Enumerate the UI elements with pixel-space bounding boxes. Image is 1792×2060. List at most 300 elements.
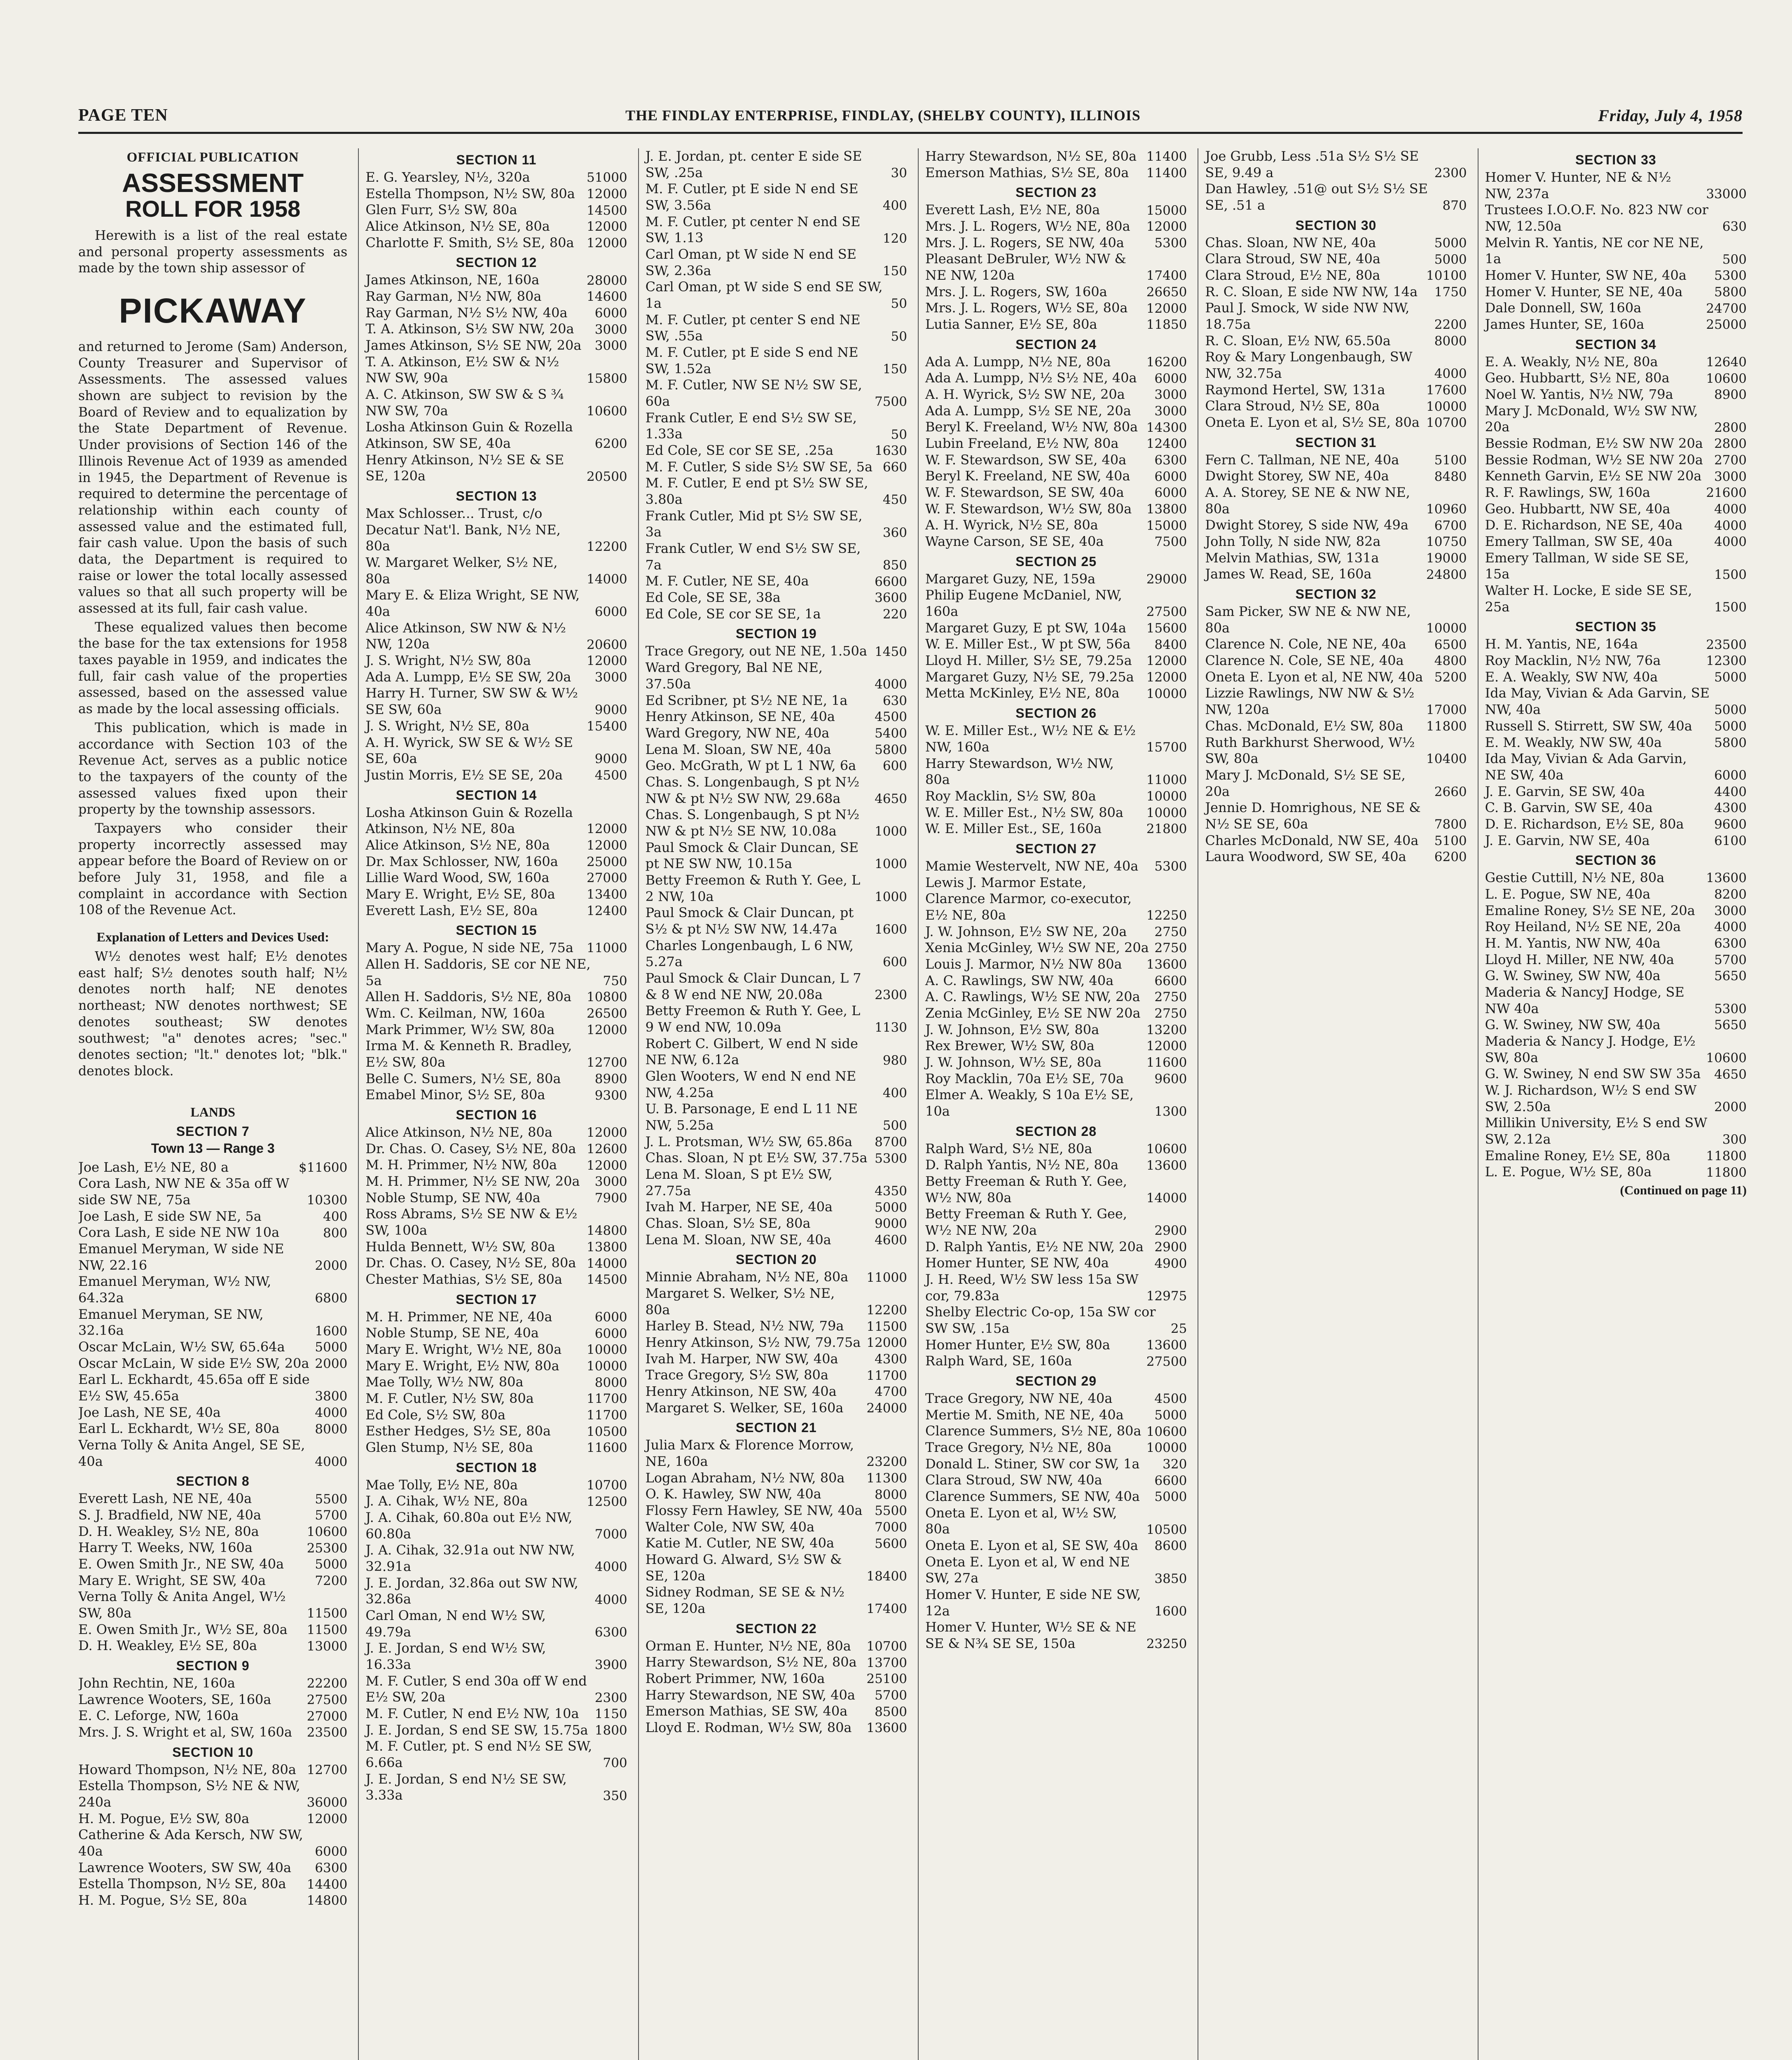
assessed-value: 4000 [875, 677, 907, 692]
assessed-value: 5000 [1434, 235, 1467, 250]
assessed-value: 13600 [1146, 1337, 1187, 1353]
assessment-entry [925, 788, 1187, 805]
assessment-entry [646, 643, 907, 660]
assessed-value: 5000 [1154, 1407, 1187, 1423]
column-2-entries [365, 152, 627, 1804]
owner-description: Chas. S. Longenbaugh, S pt N½ NW & pt N½ SW NW, 29.68a [645, 774, 860, 806]
assessed-value: 11400 [1146, 165, 1187, 180]
owner-description: Alice Atkinson, S½ NE, 80a [365, 837, 550, 853]
section-heading: SECTION 26 [1015, 706, 1097, 721]
owner-description: Paul J. Smock, W side NW NW, 18.75a [1205, 300, 1410, 332]
assessed-value: 12200 [866, 1302, 907, 1318]
column-5 [1198, 148, 1467, 2060]
assessment-entry [646, 1519, 907, 1536]
assessed-value: 2750 [1154, 924, 1187, 939]
assessed-value: 6100 [1714, 833, 1747, 848]
assessment-entry [646, 1584, 907, 1617]
section-heading: SECTION 31 [1295, 435, 1377, 450]
owner-description: Ada A. Lumpp, E½ SE SW, 20a [365, 669, 571, 685]
assessment-entry [78, 1491, 347, 1507]
owner-description: Orman E. Hunter, N½ NE, 80a [645, 1638, 851, 1654]
assessment-entry [1205, 284, 1467, 300]
assessment-entry [646, 774, 907, 807]
assessment-entry [925, 165, 1187, 181]
assessment-entry [646, 1334, 907, 1351]
owner-description: Homer V. Hunter, SW NE, 40a [1485, 267, 1687, 283]
assessment-entry [365, 1173, 627, 1190]
owner-description: Ray Garman, N½ S½ NW, 40a [365, 304, 568, 321]
assessed-value: 8000 [875, 1487, 907, 1502]
assessed-value: 980 [882, 1053, 907, 1068]
owner-description: Joe Lash, E½ NE, 80 a [78, 1159, 229, 1175]
owner-description: Ed Cole, SE cor SE SE, 1a [645, 606, 821, 622]
assessment-entry [1485, 169, 1747, 202]
assessment-entry [1205, 566, 1467, 583]
owner-description: Bessie Rodman, W½ SE NW 20a [1485, 452, 1703, 468]
assessment-entry [365, 1608, 627, 1640]
owner-description: Chester Mathias, S½ SE, 80a [365, 1271, 562, 1287]
owner-description: Raymond Hertel, SW, 131a [1205, 382, 1385, 398]
assessed-value: 2200 [1434, 317, 1467, 332]
owner-description: Mary E. Wright, SE SW, 40a [78, 1572, 266, 1588]
assessment-entry [1205, 767, 1467, 800]
assessment-entry [1485, 669, 1747, 686]
assessed-value: 17000 [1426, 702, 1467, 718]
assessment-entry [925, 419, 1187, 435]
assessed-value: 10500 [1146, 1522, 1187, 1537]
owner-description: James Atkinson, NE, 160a [365, 272, 540, 288]
assessed-value: 11700 [866, 1368, 907, 1383]
assessment-entry [1485, 718, 1747, 735]
assessment-entry [78, 1306, 347, 1339]
owner-description: Betty Freeman & Ruth Y. Gee, W½ NW, 80a [925, 1173, 1127, 1206]
assessment-entry [646, 938, 907, 970]
owner-description: Robert Primmer, NW, 160a [645, 1671, 825, 1687]
notice-paragraph-1: and returned to Jerome (Sam) Anderson, County Treasurer and Supervisor of Assessments. The assessed values shown are subject to revision by the Board of Review and to equalization by the State Department of Revenue. Under provisions of Section 146 of the Illinois Revenue Act of 1939 as amended in 1945, the Department of Revenue is required to determine the percentage of relationship within each county of assessed value and the estimated full, fair cash value. Upon the basis of such data, the Department is required to raise or lower the total locally assessed values so that all such property will be assessed at its full, fair cash value. [78, 339, 348, 616]
owner-description: Frank Cutler, W end S½ SW SE, 7a [645, 541, 861, 573]
assessment-entry [925, 723, 1187, 755]
assessment-entry [925, 1173, 1187, 1206]
assessment-entry [646, 758, 907, 774]
owner-description: R. C. Sloan, E side NW NW, 14a [1205, 283, 1418, 300]
owner-description: Clara Stroud, SW NW, 40a [925, 1472, 1102, 1488]
assessment-entry [1485, 870, 1747, 886]
owner-description: Mary J. McDonald, W½ SW NW, 20a [1485, 403, 1698, 435]
column-1 [78, 148, 347, 2060]
assessed-value: 21800 [1146, 822, 1187, 837]
assessed-value: 500 [882, 1118, 907, 1133]
assessed-value: 5300 [1154, 235, 1187, 250]
owner-description: Joe Grubb, Less .51a S½ S½ SE SE, 9.49 a [1205, 148, 1419, 180]
assessment-entry [925, 636, 1187, 653]
owner-description: E. M. Weakly, NW SW, 40a [1485, 734, 1662, 750]
owner-description: Ida May, Vivian & Ada Garvin, SE NW, 40a [1485, 685, 1710, 718]
assessment-entry [646, 606, 907, 623]
owner-description: H. M. Pogue, E½ SW, 80a [78, 1810, 250, 1826]
assessment-entry [925, 1239, 1187, 1255]
assessed-value: 20500 [587, 469, 627, 484]
assessment-entry [78, 1524, 347, 1540]
assessed-value: 21600 [1706, 485, 1747, 501]
owner-description: Noel W. Yantis, N½ NW, 79a [1485, 386, 1673, 403]
assessment-entry [925, 1255, 1187, 1271]
assessment-entry [78, 1339, 347, 1355]
owner-description: Walter H. Locke, E side SE SE, 25a [1485, 583, 1692, 615]
assessed-value: 13400 [587, 887, 627, 902]
assessment-entry [1205, 636, 1467, 653]
assessment-entry [1485, 517, 1747, 534]
assessed-value: 1300 [1154, 1104, 1187, 1119]
assessment-entry [925, 1038, 1187, 1054]
owner-description: Joe Lash, NE SE, 40a [78, 1404, 221, 1420]
section-heading: SECTION 9 [176, 1658, 250, 1674]
assessment-entry [1205, 349, 1467, 382]
lands-heading: LANDS [190, 1104, 235, 1119]
assessed-value: 17600 [1426, 382, 1467, 398]
assessed-value: 12000 [306, 1812, 348, 1827]
owner-description: Everett Lash, NE NE, 40a [78, 1491, 252, 1507]
assessed-value: 1000 [875, 824, 907, 839]
assessed-value: 6500 [1434, 637, 1467, 652]
assessment-entry [646, 905, 907, 937]
assessment-entry [365, 288, 627, 305]
assessment-entry [925, 653, 1187, 669]
owner-description: Shelby Electric Co-op, 15a SW cor SW SW, .15a [925, 1304, 1156, 1336]
assessment-entry [925, 1022, 1187, 1038]
notice-title: ASSESSMENT [122, 168, 304, 198]
owner-description: Allen H. Saddoris, SE cor NE NE, 5a [365, 956, 591, 988]
assessment-entry [365, 1510, 627, 1542]
assessment-entry [646, 725, 907, 742]
assessment-entry [78, 1437, 347, 1470]
assessed-value: 5500 [875, 1503, 907, 1519]
assessment-entry [365, 1071, 627, 1087]
owner-description: Alice Atkinson, SW NW & N½ NW, 120a [365, 620, 566, 652]
assessment-entry [365, 1325, 627, 1341]
owner-description: R. C. Sloan, E½ NW, 65.50a [1205, 332, 1391, 349]
assessment-entry [78, 1876, 347, 1892]
assessment-entry [365, 1407, 627, 1423]
owner-description: J. A. Cihak, W½ NE, 80a [365, 1493, 528, 1509]
columns-container [78, 148, 1747, 2060]
assessed-value: 9600 [1154, 1071, 1187, 1086]
assessment-entry [365, 386, 627, 419]
assessed-value: 14600 [587, 289, 627, 304]
assessed-value: 1000 [875, 889, 907, 904]
assessed-value: 11800 [1426, 719, 1467, 734]
owner-description: Estella Thompson, N½ SW, 80a [365, 185, 575, 201]
assessment-entry [925, 1489, 1187, 1505]
assessment-entry [925, 1071, 1187, 1087]
assessment-entry [925, 1440, 1187, 1456]
owner-description: Glen Stump, N½ SE, 80a [365, 1440, 533, 1456]
assessed-value: 8900 [1714, 387, 1747, 403]
owner-description: M. F. Cutler, pt E side N end SE SW, 3.56a [645, 181, 859, 213]
assessed-value: 8900 [594, 1071, 627, 1086]
assessed-value: 13600 [1146, 957, 1187, 972]
assessment-entry [925, 534, 1187, 550]
owner-description: A. C. Atkinson, SW SW & S ¾ NW SW, 70a [365, 386, 564, 419]
assessment-entry [646, 1068, 907, 1101]
assessment-entry [78, 1507, 347, 1524]
owner-description: Dr. Max Schlosser, NW, 160a [365, 853, 558, 869]
assessment-entry [1485, 468, 1747, 485]
owner-description: Lubin Freeland, E½ NW, 80a [925, 435, 1119, 452]
assessment-entry [646, 1503, 907, 1519]
assessed-value: 1500 [1714, 600, 1747, 615]
owner-description: M. F. Cutler, NW SE N½ SW SE, 60a [645, 377, 862, 410]
assessed-value: 630 [882, 693, 907, 708]
assessed-value: 1500 [1714, 567, 1747, 582]
assessed-value: 6000 [594, 1309, 627, 1325]
owner-description: M. F. Cutler, N end E½ NW, 10a [365, 1706, 579, 1722]
assessed-value: 5100 [1434, 452, 1467, 468]
assessed-value: 6700 [1434, 518, 1467, 533]
owner-description: Rex Brewer, W½ SW, 80a [925, 1038, 1095, 1054]
owner-description: Mamie Westervelt, NW NE, 40a [925, 858, 1139, 874]
section-heading: SECTION 17 [456, 1292, 537, 1307]
assessed-value: 12250 [1146, 908, 1187, 923]
assessed-value: 11600 [587, 1440, 627, 1456]
issue-date: Friday, July 4, 1958 [1598, 106, 1743, 125]
owner-description: Paul Smock & Clair Duncan, pt S½ & pt N½ SW NW, 14.47a [645, 905, 854, 937]
owner-description: Cora Lash, E side NE NW 10a [78, 1224, 280, 1241]
assessed-value: 13800 [1146, 502, 1187, 517]
assessment-entry [1485, 919, 1747, 935]
owner-description: Melvin R. Yantis, NE cor NE NE, 1a [1485, 234, 1704, 267]
assessment-entry [365, 587, 627, 620]
assessment-entry [646, 475, 907, 508]
assessed-value: 5700 [315, 1508, 348, 1523]
assessment-entry [646, 1003, 907, 1035]
owner-description: Pleasant DeBruler, W½ NW & NE NW, 120a [925, 251, 1126, 283]
assessed-value: 4000 [315, 1454, 348, 1469]
assessment-entry [1485, 1033, 1747, 1066]
owner-description: Clarence N. Cole, NE NE, 40a [1205, 636, 1406, 652]
assessment-entry [925, 284, 1187, 300]
assessed-value: 15800 [587, 371, 627, 386]
assessed-value: 4500 [594, 768, 627, 783]
assessed-value: 11700 [587, 1407, 627, 1423]
owner-description: E. Owen Smith Jr., W½ SE, 80a [78, 1621, 288, 1637]
section-heading: SECTION 32 [1295, 587, 1377, 602]
owner-description: Chas. S. Longenbaugh, S pt N½ NW & pt N½ SE NW, 10.08a [645, 807, 860, 839]
owner-description: M. F. Cutler, pt E side S end NE SW, 1.52a [645, 344, 859, 377]
owner-description: Estella Thompson, N½ SE, 80a [78, 1876, 286, 1892]
assessment-entry [646, 1101, 907, 1133]
assessed-value: 14400 [306, 1877, 348, 1892]
assessment-entry [365, 218, 627, 235]
assessed-value: 13200 [1146, 1022, 1187, 1037]
assessed-value: 10000 [1426, 621, 1467, 636]
assessed-value: 50 [891, 329, 907, 344]
owner-description: Ross Abrams, S½ SE NW & E½ SW, 100a [365, 1206, 578, 1238]
assessment-entry [365, 685, 627, 718]
owner-description: Losha Atkinson Guin & Rozella Atkinson, SW SE, 40a [365, 419, 573, 452]
assessment-entry [646, 508, 907, 541]
owner-description: H. M. Yantis, NE, 164a [1485, 636, 1638, 652]
assessed-value: 6000 [594, 305, 627, 321]
owner-description: J. L. Protsman, W½ SW, 65.86a [645, 1133, 853, 1149]
owner-description: Millikin University, E½ S end SW SW, 2.12a [1485, 1115, 1708, 1147]
owner-description: Emerson Mathias, SE SW, 40a [645, 1703, 848, 1719]
owner-description: W. F. Stewardson, SE SW, 40a [925, 485, 1124, 501]
assessed-value: 10100 [1426, 268, 1467, 283]
owner-description: Mary E. Wright, E½ SE, 80a [365, 886, 555, 902]
assessment-entry [365, 956, 627, 989]
owner-description: Henry Atkinson, NE SW, 40a [645, 1383, 837, 1400]
owner-description: Metta McKinley, E½ NE, 80a [925, 685, 1120, 701]
assessed-value: 10700 [866, 1639, 907, 1654]
assessment-entry [1485, 833, 1747, 849]
owner-description: Verna Tolly & Anita Angel, SE SE, 40a [78, 1437, 305, 1469]
assessment-entry [1485, 735, 1747, 751]
assessed-value: 11700 [587, 1391, 627, 1407]
owner-description: Maderia & Nancy J. Hodge, E½ SW, 80a [1485, 1033, 1696, 1065]
assessment-entry [78, 1860, 347, 1876]
assessed-value: 2300 [1434, 165, 1467, 180]
assessment-entry [925, 587, 1187, 620]
assessment-entry [1485, 685, 1747, 718]
assessment-entry [365, 1255, 627, 1271]
assessed-value: 6600 [1154, 1473, 1187, 1488]
owner-description: Everett Lash, E½ NE, 80a [925, 202, 1100, 218]
assessment-entry [646, 181, 907, 213]
owner-description: Julia Marx & Florence Morrow, NE, 160a [645, 1437, 854, 1470]
owner-description: Max Schlosser... Trust, c/o Decatur Nat'l. Bank, N½ NE, 80a [365, 506, 561, 554]
assessed-value: 12000 [587, 1125, 627, 1140]
owner-description: Everett Lash, E½ SE, 80a [365, 902, 538, 918]
assessed-value: 24800 [1426, 567, 1467, 582]
owner-description: Ivah M. Harper, NW SW, 40a [645, 1351, 838, 1367]
assessment-entry [1485, 784, 1747, 800]
owner-description: Kenneth Garvin, E½ SE NW 20a [1485, 468, 1702, 484]
assessment-entry [365, 1141, 627, 1157]
assessed-value: 26500 [587, 1006, 627, 1021]
assessment-entry [925, 1304, 1187, 1337]
assessed-value: 2800 [1714, 436, 1747, 452]
owner-description: Emanuel Meryman, W½ NW, 64.32a [78, 1273, 271, 1306]
assessed-value: 6300 [1714, 936, 1747, 951]
assessment-entry [925, 620, 1187, 637]
owner-description: Lutia Sanner, E½ SE, 80a [925, 316, 1097, 332]
assessment-entry [925, 1337, 1187, 1353]
assessment-entry [925, 1206, 1187, 1238]
assessed-value: 11800 [1706, 1148, 1747, 1163]
owner-description: Margaret S. Welker, S½ NE, 80a [645, 1285, 835, 1318]
assessed-value: 10600 [1146, 1424, 1187, 1439]
owner-description: Ruth Barkhurst Sherwood, W½ SW, 80a [1205, 734, 1415, 767]
assessed-value: 320 [1163, 1456, 1187, 1472]
assessment-entry [365, 1771, 627, 1804]
assessment-entry [78, 1638, 347, 1654]
owner-description: Charlotte F. Smith, S½ SE, 80a [365, 234, 574, 250]
assessed-value: 1750 [1434, 284, 1467, 300]
owner-description: Noble Stump, SE NW, 40a [365, 1189, 540, 1206]
owner-description: J. S. Wright, N½ SE, 80a [365, 718, 530, 734]
owner-description: Oneta E. Lyon et al, SE SW, 40a [925, 1538, 1138, 1554]
owner-description: H. M. Pogue, S½ SE, 80a [78, 1892, 247, 1908]
assessed-value: 6000 [594, 1326, 627, 1341]
assessment-entry [1485, 452, 1747, 468]
owner-description: Clara Stroud, E½ NE, 80a [1205, 267, 1380, 283]
assessment-entry [646, 246, 907, 279]
owner-description: Mary E. & Eliza Wright, SE NW, 40a [365, 587, 580, 620]
assessed-value: 4000 [594, 1559, 627, 1575]
assessed-value: 15400 [587, 719, 627, 734]
assessment-entry [925, 989, 1187, 1005]
assessed-value: 400 [882, 198, 907, 213]
owner-description: Homer V. Hunter, SE NE, 40a [1485, 283, 1683, 300]
assessment-entry [1485, 816, 1747, 833]
section-heading: SECTION 12 [456, 255, 537, 270]
assessed-value: 8000 [315, 1421, 348, 1437]
owner-description: Philip Eugene McDaniel, NW, 160a [925, 587, 1122, 620]
assessment-entry [646, 1269, 907, 1285]
owner-description: Frank Cutler, E end S½ SW SE, 1.33a [645, 410, 857, 442]
owner-description: Mary E. Wright, E½ NW, 80a [365, 1358, 559, 1374]
assessed-value: 12400 [1146, 436, 1187, 452]
notice-subtitle: ROLL FOR 1958 [125, 196, 301, 222]
assessed-value: 24000 [866, 1400, 907, 1416]
assessed-value: 10750 [1426, 534, 1467, 550]
assessed-value: 1630 [875, 443, 907, 459]
assessed-value: 10000 [587, 1358, 627, 1374]
assessed-value: 6000 [1154, 485, 1187, 501]
assessment-entry [365, 169, 627, 186]
assessed-value: 12300 [1706, 653, 1747, 669]
owner-description: Catherine & Ada Kersch, NW SW, 40a [78, 1827, 303, 1859]
owner-description: D. E. Richardson, E½ SE, 80a [1485, 816, 1684, 832]
section-heading: SECTION 21 [735, 1420, 817, 1435]
assessment-entry [78, 1827, 347, 1859]
assessment-entry [365, 1005, 627, 1022]
owner-description: Henry Atkinson, S½ NW, 79.75a [645, 1334, 861, 1351]
assessed-value: 2800 [1714, 420, 1747, 435]
assessment-entry [1485, 1164, 1747, 1180]
section-heading: SECTION 36 [1575, 853, 1656, 868]
assessed-value: 500 [1722, 252, 1747, 267]
assessed-value: 5300 [875, 1151, 907, 1166]
assessment-entry [646, 410, 907, 442]
assessment-entry [1205, 148, 1467, 181]
assessment-entry [925, 316, 1187, 333]
owner-description: A. C. Rawlings, W½ SE NW, 20a [925, 989, 1140, 1005]
assessment-entry [925, 1587, 1187, 1619]
assessed-value: 11500 [866, 1319, 907, 1334]
assessment-entry [365, 1374, 627, 1390]
assessed-value: 11000 [866, 1270, 907, 1285]
assessment-entry [646, 1036, 907, 1068]
assessed-value: 7500 [875, 394, 907, 410]
assessment-entry [925, 1390, 1187, 1407]
owner-description: Emery Tallman, SW SE, 40a [1485, 534, 1673, 550]
legend-text: W½ denotes west half; E½ denotes east half; S½ denotes south half; N½ denotes north half; NE denotes northeast; NW denotes northwest; SE denotes southeast; SW denotes southwest; "a" denotes acres; "sec." denotes section; "lt." denotes lot; "blk." denotes block. [78, 949, 348, 1079]
assessment-entry [1485, 653, 1747, 669]
assessed-value: 700 [603, 1756, 627, 1771]
assessed-value: 14800 [306, 1893, 348, 1908]
assessment-entry [365, 1575, 627, 1608]
assessed-value: 4600 [875, 1232, 907, 1248]
owner-description: John Rechtin, NE, 160a [78, 1675, 235, 1691]
owner-description: Trace Gregory, N½ NE, 80a [925, 1440, 1112, 1456]
assessed-value: 3000 [594, 1174, 627, 1189]
owner-description: Oneta E. Lyon et al, W end NE SW, 27a [925, 1554, 1130, 1586]
assessed-value: 750 [603, 973, 627, 988]
owner-description: Lawrence Wooters, SW SW, 40a [78, 1859, 292, 1875]
section-heading: SECTION 33 [1575, 152, 1656, 167]
assessed-value: 2750 [1154, 990, 1187, 1005]
